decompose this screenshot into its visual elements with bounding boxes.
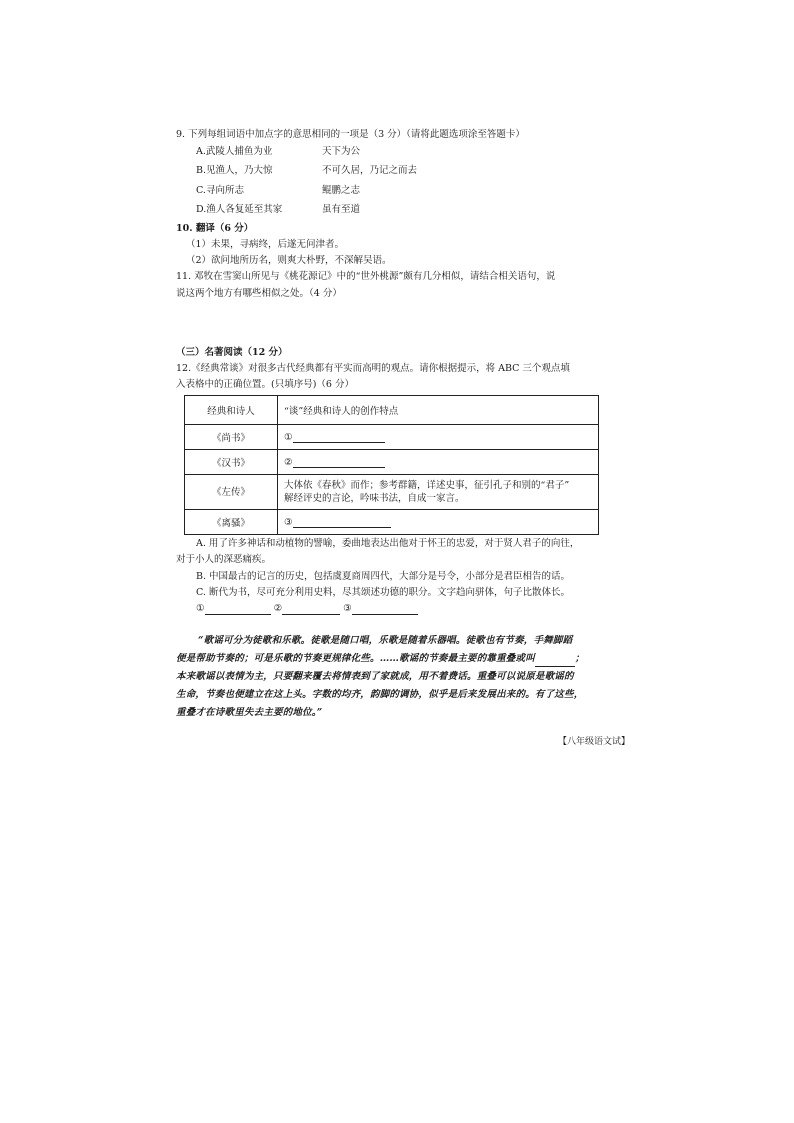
answer-mark: ② [284,456,293,468]
table-row [185,425,599,450]
table-row [185,475,599,510]
quote-line-4: 生命，节奏也便建立在这上头。字数的均齐，韵脚的调协，似乎是后来发展出来的。有了这些， [176,689,584,700]
table-cell-answer[interactable] [278,510,599,535]
q9-option-b-right: 不可久居，乃记之而去 [322,165,418,176]
quote-blank[interactable] [535,656,575,667]
answer-blank[interactable] [293,432,385,443]
quote-line-2-end: ； [574,653,585,664]
q9-option-b-left: B.见渔人，乃大惊 [196,165,273,176]
q11-line-2: 说这两个地方有哪些相似之处。（4 分） [176,288,342,299]
quote-line-1: “歌谣可分为徒歌和乐歌。徒歌是随口唱，乐歌是随着乐器唱。徒歌也有节奏，手舞脚蹈 [198,635,573,646]
q9-option-c-right: 鲲鹏之志 [322,185,361,196]
q9-option-d-right: 虽有至道 [322,204,361,215]
q11-line-1: 11. 邓牧在雪窦山所见与《桃花源记》中的“世外桃源”颇有几分相似，请结合相关语句，说 [176,271,556,282]
q12-option-c: C. 断代为书，尽可充分利用史料，尽其颂述功德的职分。文字趋向骈体，句子比散体长。 [196,587,570,598]
q12-option-a-line-1: A. 用了许多神话和动植物的譬喻，委曲地表达出他对于怀王的忠爱，对于贤人君子的向往， [196,538,580,549]
answer-mark: ③ [343,603,352,614]
q12-answer-line [196,602,418,615]
table-header-cell: “谈”经典和诗人的创作特点 [278,396,599,425]
answer-blank-3[interactable] [352,604,418,615]
q12-option-a-line-2: 对于小人的深恶痛疾。 [176,554,272,565]
q9-option-d-left: D.渔人各复延至其家 [196,204,283,215]
q9-option-c-left: C.寻向所志 [196,185,244,196]
quote-line-5: 重叠才在诗歌里失去主要的地位。” [176,707,323,718]
q12-line-1: 12.《经典常谈》对很多古代经典都有平实而高明的观点。请你根据提示，将 ABC 三个观点填 [176,363,570,374]
q9-stem: 9. 下列每组词语中加点字的意思相同的一项是（3 分）（请将此题选项涂至答题卡） [176,129,525,140]
answer-blank-2[interactable] [282,604,340,615]
quote-line-3: 本来歌谣以表情为主，只要翻来覆去将情表到了家就成，用不着费话。重叠可以说原是歌谣的 [176,671,574,682]
table-header-cell: 经典和诗人 [185,396,278,425]
table-cell-name: 《左传》 [185,475,278,510]
table-cell-text [278,475,599,510]
answer-mark: ① [284,431,293,443]
section-3-title: （三）名著阅读（12 分） [176,347,288,358]
q9-option-a-left: A.武陵人捕鱼为业 [196,146,273,157]
table-row [185,510,599,535]
q10-item-2: （2）欲问地所历名，则爽大朴野，不深解吴语。 [186,255,392,266]
answer-blank-1[interactable] [205,604,271,615]
table-cell-answer[interactable] [278,450,599,475]
table-header-row [185,396,599,425]
table-cell-name: 《离骚》 [185,510,278,535]
table-cell-text-line-1: 大体依《春秋》而作；参考群籍，详述史事，征引孔子和别的“君子” [284,480,570,491]
table-cell-name: 《尚书》 [185,425,278,450]
q10-item-1: （1）未果，寻病终，后遂无问津者。 [186,239,345,250]
table-cell-name: 《汉书》 [185,450,278,475]
table-cell-text-line-2: 解经评史的言论，吟味书法，自成一家言。 [284,493,465,504]
q12-line-2: 入表格中的正确位置。(只填序号)（6 分） [176,379,354,390]
answer-blank[interactable] [293,517,391,528]
q12-table [184,395,599,535]
answer-mark: ① [196,603,205,614]
q9-option-a-right: 天下为公 [322,146,361,157]
quote-line-2-text: 便是帮助节奏的；可是乐歌的节奏更规律化些。……歌谣的节奏最主要的靠重叠或叫 [176,653,535,664]
answer-mark: ③ [284,516,293,528]
q10-stem: 10. 翻译（6 分） [176,223,254,234]
answer-mark: ② [273,603,283,614]
page-footer: 【八年级语文试】 [557,737,630,747]
q12-option-b: B. 中国最古的记言的历史，包括虞夏商周四代，大部分是号令，小部分是君臣相告的话。 [196,571,571,582]
table-cell-answer[interactable] [278,425,599,450]
quote-line-2 [176,650,585,667]
answer-blank[interactable] [293,457,385,468]
table-row [185,450,599,475]
